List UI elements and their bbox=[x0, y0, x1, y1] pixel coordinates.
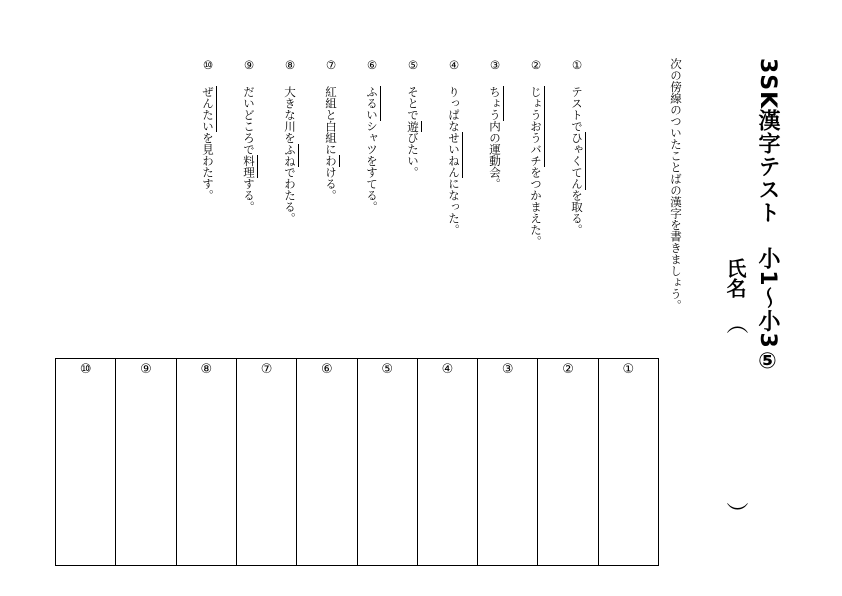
question-number: ⑦ bbox=[324, 58, 338, 72]
question-text: ける。 bbox=[324, 166, 338, 201]
name-label: 氏名 bbox=[723, 258, 747, 298]
question-text: を取る。 bbox=[570, 189, 584, 236]
question-3 bbox=[487, 58, 503, 190]
question-text: する。 bbox=[242, 178, 256, 213]
question-number: ⑩ bbox=[201, 58, 215, 72]
answer-cell-number: ⑤ bbox=[381, 362, 393, 377]
answer-cell-2[interactable] bbox=[537, 359, 597, 565]
question-number: ④ bbox=[447, 58, 461, 72]
underlined-word: じょうおうバチ bbox=[529, 86, 543, 167]
underlined-word: ひゃくてん bbox=[570, 132, 584, 190]
underlined-word: せいねん bbox=[447, 132, 461, 178]
question-text: そとで bbox=[406, 86, 420, 121]
answer-cell-number: ④ bbox=[441, 362, 454, 377]
answer-cell-number: ⑩ bbox=[79, 362, 92, 377]
question-text: びたい。 bbox=[406, 132, 420, 178]
question-9 bbox=[241, 58, 257, 213]
question-number: ⑧ bbox=[283, 58, 297, 72]
question-8 bbox=[282, 58, 298, 224]
underlined-word: ふね bbox=[283, 143, 297, 167]
answer-cell-3[interactable] bbox=[477, 359, 537, 565]
answer-cell-number: ⑧ bbox=[200, 362, 213, 377]
answer-cell-number: ② bbox=[562, 362, 574, 377]
instruction-before: 次の bbox=[669, 58, 683, 81]
name-paren-close: ） bbox=[723, 502, 748, 524]
question-6 bbox=[364, 58, 380, 213]
answer-table bbox=[55, 358, 659, 566]
question-number: ② bbox=[529, 58, 543, 72]
question-number: ③ bbox=[488, 58, 502, 72]
question-text: をつかまえた。 bbox=[529, 166, 543, 247]
page-title: 3SK漢字テスト 小1〜小3⑤ bbox=[755, 58, 780, 375]
question-text: でわたる。 bbox=[283, 166, 297, 224]
question-1 bbox=[569, 58, 585, 236]
instruction-after: のついたことばの漢字を書きましょう。 bbox=[669, 104, 683, 311]
answer-cell-number: ⑦ bbox=[260, 362, 273, 377]
answer-cell-7[interactable] bbox=[236, 359, 296, 565]
question-number: ⑥ bbox=[365, 58, 379, 72]
question-number: ⑤ bbox=[406, 58, 420, 72]
answer-cell-6[interactable] bbox=[296, 359, 356, 565]
underlined-word: ちょう bbox=[488, 86, 502, 121]
question-text: 大きな川を bbox=[283, 86, 297, 144]
question-number: ① bbox=[570, 58, 584, 72]
underlined-word: ぜんたい bbox=[201, 86, 215, 132]
question-5 bbox=[405, 58, 421, 178]
answer-cell-8[interactable] bbox=[176, 359, 236, 565]
answer-cell-number: ① bbox=[622, 362, 635, 377]
answer-cell-number: ③ bbox=[501, 362, 514, 377]
question-text: 紅組と白組に bbox=[324, 86, 338, 155]
question-text: りっぱな bbox=[447, 86, 461, 132]
question-text: を見わたす。 bbox=[201, 132, 215, 201]
question-text: だいどころで bbox=[242, 86, 256, 155]
instruction bbox=[668, 58, 684, 311]
question-text: シャツをすてる。 bbox=[365, 120, 379, 213]
question-2 bbox=[528, 58, 544, 247]
question-text: になった。 bbox=[447, 178, 461, 236]
question-text: 内の運動会。 bbox=[488, 120, 502, 190]
answer-cell-1[interactable] bbox=[598, 359, 658, 565]
underlined-word: 料理 bbox=[242, 155, 256, 178]
name-paren-open: （ bbox=[723, 312, 748, 334]
answer-cell-4[interactable] bbox=[417, 359, 477, 565]
underlined-word: 遊 bbox=[406, 120, 420, 132]
answer-cell-5[interactable] bbox=[357, 359, 417, 565]
question-text: テストで bbox=[570, 86, 584, 132]
underlined-word: わ bbox=[324, 155, 338, 167]
question-10 bbox=[200, 58, 216, 201]
underlined-word: ふるい bbox=[365, 86, 379, 121]
answer-cell-number: ⑥ bbox=[321, 362, 333, 377]
question-4 bbox=[446, 58, 462, 236]
answer-cell-10[interactable] bbox=[56, 359, 115, 565]
instruction-emph: 傍線 bbox=[669, 81, 683, 104]
question-number: ⑨ bbox=[242, 58, 256, 72]
answer-cell-9[interactable] bbox=[115, 359, 175, 565]
question-7 bbox=[323, 58, 339, 201]
answer-cell-number: ⑨ bbox=[140, 362, 152, 377]
